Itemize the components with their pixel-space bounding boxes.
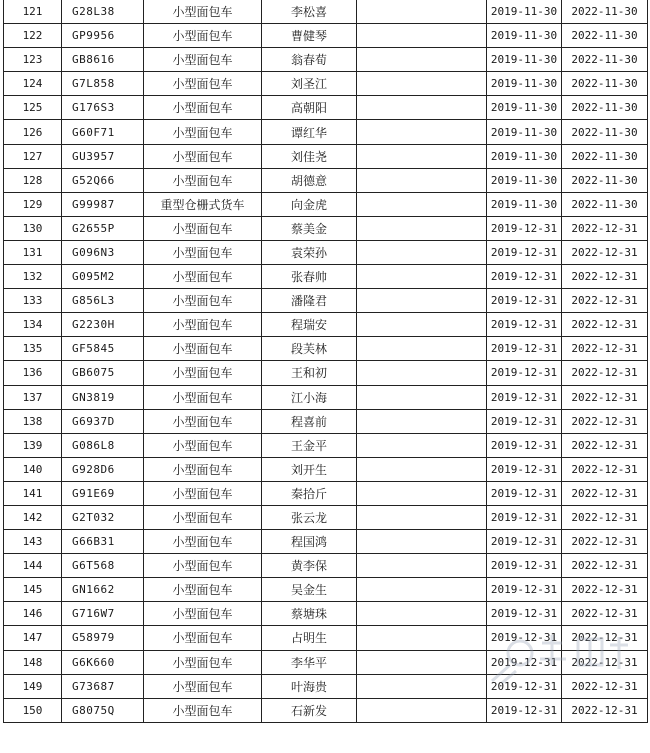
table-row [4,240,648,264]
row-number: 127 [4,144,62,168]
row-number: 143 [4,530,62,554]
vehicle-type: 小型面包车 [144,481,262,505]
end-date: 2022-12-31 [562,505,648,529]
start-date: 2019-12-31 [487,433,562,457]
end-date: 2022-11-30 [562,24,648,48]
start-date: 2019-12-31 [487,626,562,650]
blank-cell [357,578,487,602]
owner-name: 程喜前 [262,409,357,433]
blank-cell [357,481,487,505]
table-row [4,48,648,72]
plate-number: G52Q66 [62,168,144,192]
vehicle-type: 小型面包车 [144,120,262,144]
end-date: 2022-12-31 [562,698,648,722]
end-date: 2022-11-30 [562,0,648,24]
plate-number: G928D6 [62,457,144,481]
row-number: 125 [4,96,62,120]
table-row [4,698,648,722]
vehicle-type: 小型面包车 [144,0,262,24]
end-date: 2022-12-31 [562,626,648,650]
owner-name: 占明生 [262,626,357,650]
plate-number: G28L38 [62,0,144,24]
table-row [4,481,648,505]
table-row [4,602,648,626]
end-date: 2022-12-31 [562,385,648,409]
start-date: 2019-12-31 [487,385,562,409]
blank-cell [357,168,487,192]
owner-name: 叶海贵 [262,674,357,698]
vehicle-type: 小型面包车 [144,168,262,192]
row-number: 130 [4,216,62,240]
owner-name: 张春帅 [262,265,357,289]
table-row [4,409,648,433]
table-row [4,96,648,120]
vehicle-type: 小型面包车 [144,409,262,433]
vehicle-type: 小型面包车 [144,698,262,722]
row-number: 146 [4,602,62,626]
plate-number: GN3819 [62,385,144,409]
owner-name: 刘开生 [262,457,357,481]
table-row [4,313,648,337]
table-row [4,72,648,96]
start-date: 2019-11-30 [487,120,562,144]
row-number: 123 [4,48,62,72]
owner-name: 江小海 [262,385,357,409]
start-date: 2019-11-30 [487,192,562,216]
end-date: 2022-12-31 [562,650,648,674]
start-date: 2019-11-30 [487,24,562,48]
plate-number: G095M2 [62,265,144,289]
row-number: 131 [4,240,62,264]
blank-cell [357,96,487,120]
end-date: 2022-11-30 [562,168,648,192]
table-row [4,120,648,144]
table-row [4,578,648,602]
owner-name: 谭红华 [262,120,357,144]
vehicle-table [3,0,648,723]
blank-cell [357,361,487,385]
blank-cell [357,313,487,337]
row-number: 133 [4,289,62,313]
blank-cell [357,120,487,144]
blank-cell [357,216,487,240]
blank-cell [357,409,487,433]
blank-cell [357,698,487,722]
blank-cell [357,433,487,457]
vehicle-type: 小型面包车 [144,24,262,48]
table-row [4,457,648,481]
end-date: 2022-12-31 [562,240,648,264]
end-date: 2022-12-31 [562,481,648,505]
vehicle-type: 小型面包车 [144,289,262,313]
blank-cell [357,72,487,96]
table-row [4,192,648,216]
owner-name: 李松喜 [262,0,357,24]
blank-cell [357,602,487,626]
blank-cell [357,554,487,578]
plate-number: G086L8 [62,433,144,457]
vehicle-type: 小型面包车 [144,505,262,529]
plate-number: G8075Q [62,698,144,722]
plate-number: G91E69 [62,481,144,505]
owner-name: 张云龙 [262,505,357,529]
plate-number: G096N3 [62,240,144,264]
start-date: 2019-12-31 [487,457,562,481]
row-number: 141 [4,481,62,505]
table-row [4,168,648,192]
row-number: 136 [4,361,62,385]
table-row [4,24,648,48]
vehicle-type: 小型面包车 [144,457,262,481]
start-date: 2019-12-31 [487,602,562,626]
row-number: 137 [4,385,62,409]
start-date: 2019-11-30 [487,0,562,24]
owner-name: 胡德意 [262,168,357,192]
start-date: 2019-12-31 [487,289,562,313]
blank-cell [357,505,487,529]
owner-name: 潘隆君 [262,289,357,313]
vehicle-type: 重型仓栅式货车 [144,192,262,216]
owner-name: 程瑞安 [262,313,357,337]
blank-cell [357,530,487,554]
row-number: 124 [4,72,62,96]
table-row [4,505,648,529]
blank-cell [357,289,487,313]
start-date: 2019-11-30 [487,96,562,120]
owner-name: 翁春荀 [262,48,357,72]
table-row [4,674,648,698]
row-number: 142 [4,505,62,529]
start-date: 2019-12-31 [487,216,562,240]
plate-number: G856L3 [62,289,144,313]
owner-name: 吴金生 [262,578,357,602]
plate-number: GP9956 [62,24,144,48]
plate-number: G7L858 [62,72,144,96]
owner-name: 曹健琴 [262,24,357,48]
table-row [4,337,648,361]
row-number: 144 [4,554,62,578]
blank-cell [357,650,487,674]
vehicle-type: 小型面包车 [144,602,262,626]
table-row [4,361,648,385]
row-number: 132 [4,265,62,289]
row-number: 149 [4,674,62,698]
end-date: 2022-12-31 [562,554,648,578]
row-number: 122 [4,24,62,48]
vehicle-type: 小型面包车 [144,72,262,96]
start-date: 2019-12-31 [487,265,562,289]
blank-cell [357,385,487,409]
owner-name: 王金平 [262,433,357,457]
table-row [4,385,648,409]
start-date: 2019-12-31 [487,554,562,578]
plate-number: G73687 [62,674,144,698]
plate-number: G6937D [62,409,144,433]
vehicle-type: 小型面包车 [144,240,262,264]
row-number: 128 [4,168,62,192]
owner-name: 石新发 [262,698,357,722]
blank-cell [357,192,487,216]
plate-number: G6K660 [62,650,144,674]
vehicle-type: 小型面包车 [144,216,262,240]
row-number: 145 [4,578,62,602]
row-number: 126 [4,120,62,144]
end-date: 2022-11-30 [562,144,648,168]
start-date: 2019-12-31 [487,505,562,529]
start-date: 2019-12-31 [487,240,562,264]
end-date: 2022-11-30 [562,72,648,96]
end-date: 2022-12-31 [562,216,648,240]
vehicle-type: 小型面包车 [144,674,262,698]
row-number: 140 [4,457,62,481]
table-row [4,554,648,578]
start-date: 2019-11-30 [487,48,562,72]
start-date: 2019-12-31 [487,578,562,602]
table-row [4,289,648,313]
end-date: 2022-12-31 [562,674,648,698]
plate-number: GU3957 [62,144,144,168]
plate-number: GF5845 [62,337,144,361]
end-date: 2022-12-31 [562,289,648,313]
owner-name: 袁荣孙 [262,240,357,264]
end-date: 2022-12-31 [562,361,648,385]
vehicle-type: 小型面包车 [144,554,262,578]
plate-number: G2655P [62,216,144,240]
start-date: 2019-12-31 [487,409,562,433]
row-number: 148 [4,650,62,674]
table-row [4,144,648,168]
end-date: 2022-11-30 [562,120,648,144]
row-number: 121 [4,0,62,24]
end-date: 2022-12-31 [562,409,648,433]
end-date: 2022-12-31 [562,265,648,289]
start-date: 2019-12-31 [487,650,562,674]
owner-name: 高朝阳 [262,96,357,120]
plate-number: G66B31 [62,530,144,554]
plate-number: G58979 [62,626,144,650]
owner-name: 黄李保 [262,554,357,578]
vehicle-type: 小型面包车 [144,313,262,337]
vehicle-type: 小型面包车 [144,578,262,602]
end-date: 2022-12-31 [562,433,648,457]
plate-number: G60F71 [62,120,144,144]
vehicle-type: 小型面包车 [144,626,262,650]
end-date: 2022-12-31 [562,313,648,337]
row-number: 134 [4,313,62,337]
start-date: 2019-12-31 [487,361,562,385]
end-date: 2022-11-30 [562,192,648,216]
row-number: 129 [4,192,62,216]
owner-name: 王和初 [262,361,357,385]
vehicle-type: 小型面包车 [144,530,262,554]
start-date: 2019-11-30 [487,72,562,96]
row-number: 147 [4,626,62,650]
end-date: 2022-12-31 [562,457,648,481]
table-row [4,650,648,674]
table-row [4,530,648,554]
blank-cell [357,626,487,650]
row-number: 150 [4,698,62,722]
start-date: 2019-12-31 [487,698,562,722]
end-date: 2022-12-31 [562,602,648,626]
table-row [4,216,648,240]
start-date: 2019-11-30 [487,144,562,168]
blank-cell [357,674,487,698]
owner-name: 段芙林 [262,337,357,361]
row-number: 138 [4,409,62,433]
start-date: 2019-12-31 [487,530,562,554]
start-date: 2019-12-31 [487,481,562,505]
plate-number: G6T568 [62,554,144,578]
vehicle-type: 小型面包车 [144,144,262,168]
owner-name: 程国鸿 [262,530,357,554]
blank-cell [357,457,487,481]
plate-number: GB8616 [62,48,144,72]
plate-number: G99987 [62,192,144,216]
row-number: 135 [4,337,62,361]
blank-cell [357,265,487,289]
table-row [4,433,648,457]
vehicle-type: 小型面包车 [144,385,262,409]
blank-cell [357,144,487,168]
table-row [4,265,648,289]
owner-name: 向金虎 [262,192,357,216]
table-row [4,0,648,24]
owner-name: 蔡塘珠 [262,602,357,626]
vehicle-type: 小型面包车 [144,361,262,385]
blank-cell [357,24,487,48]
plate-number: G176S3 [62,96,144,120]
start-date: 2019-12-31 [487,337,562,361]
end-date: 2022-11-30 [562,48,648,72]
row-number: 139 [4,433,62,457]
end-date: 2022-12-31 [562,530,648,554]
end-date: 2022-12-31 [562,337,648,361]
start-date: 2019-11-30 [487,168,562,192]
blank-cell [357,0,487,24]
plate-number: G2230H [62,313,144,337]
end-date: 2022-11-30 [562,96,648,120]
owner-name: 李华平 [262,650,357,674]
end-date: 2022-12-31 [562,578,648,602]
table-row [4,626,648,650]
plate-number: G716W7 [62,602,144,626]
owner-name: 蔡美金 [262,216,357,240]
plate-number: G2T032 [62,505,144,529]
owner-name: 秦拾斤 [262,481,357,505]
start-date: 2019-12-31 [487,674,562,698]
owner-name: 刘佳尧 [262,144,357,168]
vehicle-type: 小型面包车 [144,650,262,674]
blank-cell [357,48,487,72]
vehicle-type: 小型面包车 [144,48,262,72]
plate-number: GN1662 [62,578,144,602]
start-date: 2019-12-31 [487,313,562,337]
plate-number: GB6075 [62,361,144,385]
vehicle-type: 小型面包车 [144,96,262,120]
vehicle-type: 小型面包车 [144,433,262,457]
vehicle-type: 小型面包车 [144,337,262,361]
blank-cell [357,337,487,361]
blank-cell [357,240,487,264]
vehicle-type: 小型面包车 [144,265,262,289]
table-body [4,0,648,722]
owner-name: 刘圣江 [262,72,357,96]
